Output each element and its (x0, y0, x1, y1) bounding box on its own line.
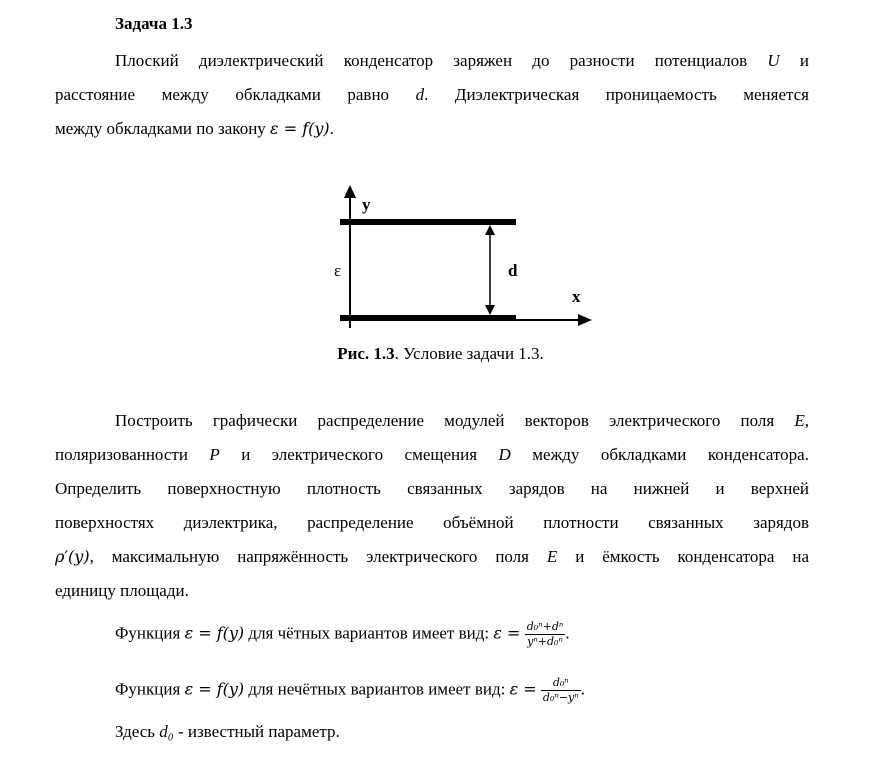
task-title: Задача 1.3 (115, 14, 193, 33)
bottom-plate (340, 315, 516, 321)
even-variant-line: Функция ε = f(y) для чётных вариантов имеет вид: ε = $\frac{\text{d₀ⁿ+dⁿ}}{\text{yⁿ+d₀ⁿ}}$ . (115, 620, 570, 648)
odd-formula-fraction: $\frac{\text{d₀ⁿ}}{\text{d₀ⁿ−yⁿ}}$ (542, 676, 579, 704)
epsilon-formula: ε = f(y) (270, 119, 330, 138)
distance-label: d (508, 261, 518, 280)
y-axis-label: y (362, 195, 371, 214)
displacement-symbol: D (498, 445, 511, 464)
task-line-5: ρ′(y), максимальную напряжённость электрического поля E и ёмкость конденсатора на (55, 547, 809, 566)
y-axis-arrowhead (344, 185, 356, 198)
potential-symbol: U (767, 51, 780, 70)
intro-line-3: между обкладками по закону ε = f(y). (55, 119, 334, 138)
task-paragraph (55, 404, 809, 608)
bound-charge-density-symbol: ρ′(y) (55, 547, 90, 566)
task-line-3: Определить поверхностную плотность связанных зарядов на нижней и верхней (55, 479, 809, 498)
parameter-symbol: d₀ (159, 722, 174, 741)
polarization-symbol: P (209, 445, 220, 464)
field-symbol: E (794, 411, 805, 430)
odd-variant-line: Функция ε = f(y) для нечётных вариантов имеет вид: ε = $\frac{\text{d₀ⁿ}}{\text{d₀ⁿ−yⁿ}}$ . (115, 676, 585, 704)
x-axis-arrowhead (578, 314, 592, 326)
task-line-6: единицу площади. (55, 581, 189, 600)
x-axis-label: x (572, 287, 581, 306)
distance-arrow-bottom (485, 305, 495, 315)
task-line-2: поляризованности P и электрического смещения D между обкладками конденсатора. (55, 445, 809, 464)
task-line-1: Построить графически распределение модулей векторов электрического поля E, (115, 411, 809, 430)
parameter-note: Здесь d₀ - известный параметр. (115, 722, 340, 741)
figure-caption: Рис. 1.3. Условие задачи 1.3. (337, 344, 544, 363)
intro-line-1: Плоский диэлектрический конденсатор заряжен до разности потенциалов U и (115, 51, 809, 70)
intro-paragraph (55, 44, 809, 146)
epsilon-label: ε (334, 261, 342, 280)
task-line-4: поверхностях диэлектрика, распределение объёмной плотности связанных зарядов (55, 513, 809, 532)
distance-symbol: d (415, 85, 425, 104)
intro-line-2: расстояние между обкладками равно d. Диэлектрическая проницаемость меняется (55, 85, 809, 104)
even-formula-fraction: $\frac{\text{d₀ⁿ+dⁿ}}{\text{yⁿ+d₀ⁿ}}$ (526, 620, 564, 648)
top-plate (340, 219, 516, 225)
distance-arrow-top (485, 225, 495, 235)
capacitor-diagram (320, 180, 600, 330)
